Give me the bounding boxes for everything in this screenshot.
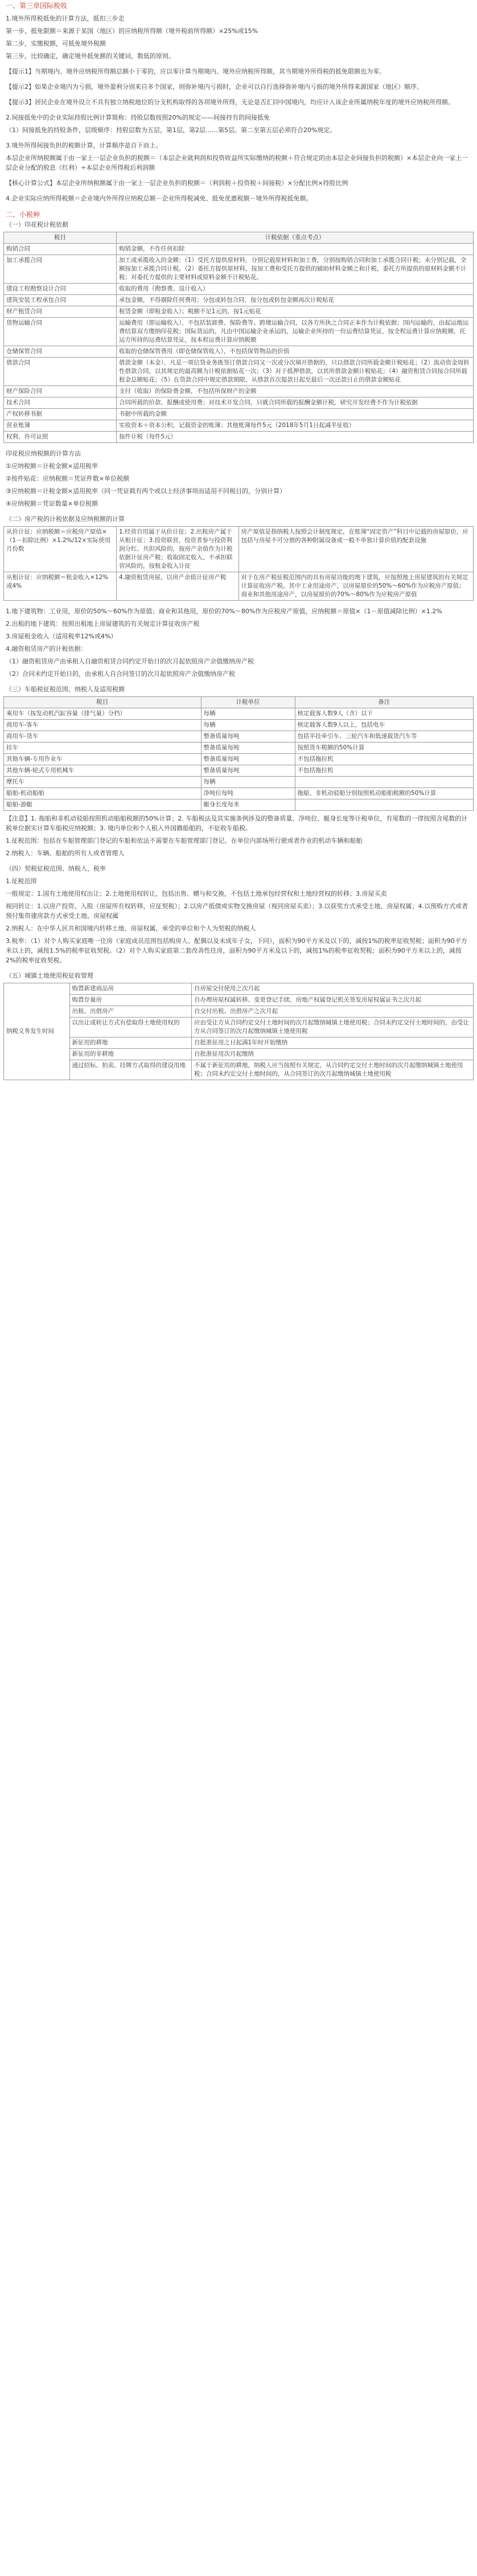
table-cell: 建筑安装工程承包合同 [4,295,117,306]
table-row [4,284,474,295]
table-cell: 整备质量每吨 [201,765,295,777]
table-row [4,777,474,788]
table-cell: 商用车-客车 [4,720,202,731]
table-cell [295,799,474,811]
table-cell: 营业账簿 [4,420,117,432]
text-line: ①应纳税额＝计税金额×适用税率 [6,462,98,470]
text-line: 3.境外所得间接负担的税额计算，计算顺序是自下而上。 [6,142,162,149]
table-cell: 借款合同 [4,358,117,386]
document-body [3,0,474,1080]
table-cell: 运输费用（即运输收入），不包括装卸费、保险费等。跨境运输合同，以各方所执之合同正本作为计税依据；国内运输的，由起运地运费结算双方缴纳印花税；国际货运的，凡由中国运输企业承运的，运输企业所持的一份运费结算凭证，按全程运费计算应纳税额，托运方所持的运费结算凭证，按本程运费计算应纳税额 [117,318,474,346]
section-title-intl-tax: 一、第三章国际税收 [6,2,68,10]
table-row [4,743,474,754]
table-cell: 净吨位每吨 [201,788,295,799]
table-row [4,1049,474,1060]
table-row [4,346,474,358]
tip-1: 【提示1】当期境内、境外应纳税所得额总额小于零的，应以零计算当期境内、境外应纳税所得额，其当期境外所得税的抵免限额也为零。 [6,68,385,75]
table-header: 计税依据（重点考点） [117,232,474,244]
subsection-title: （二）房产税的计税依据及应纳税额的计算 [6,515,125,523]
text-line: 1.境外所得税抵免的计算方法，抵扣三步走 [6,15,125,22]
table-row [4,572,474,601]
table-row [4,295,474,306]
tip-formula: 【核心计算公式】本层企业所纳税额属于由一家上一层企业负担的税额＝（利润税＋投资税＋间接税）×分配比例×持股比例 [6,179,348,187]
subsection-title: （三）车船税征税范围、纳税人及适用税额 [6,686,125,693]
table-row [4,306,474,318]
table-cell: 实收资本＋资本公积，记载资金的账簿；其他账簿每件5元（2018年5月1日起减半征收） [117,420,474,432]
table-cell: 购置新建商品房 [69,983,192,995]
table-cell: 购销金额，不作任何扣除 [117,244,474,255]
table-cell: 从价计征：应纳税额＝应税房产原值×（1－扣除比例）×1.2%/12×实际使用月份数 [4,527,117,572]
table-row [4,409,474,420]
table-row [4,358,474,386]
land-use-tax-table [3,983,474,1080]
text-line: （1）融资租赁房产由承租人自融资租赁合同约定开始日的次月起依照房产余值缴纳房产税 [6,658,254,665]
table-cell: 摩托车 [4,777,202,788]
table-cell: 自房屋交付使用之次月起 [192,983,474,995]
table-cell: 加工或承揽收入的金额：（1）受托方提供原材料，分别记载原材料和加工费，分别按购销合同和加工承揽合同计税；未分别记载，全额按加工承揽合同计税。（2）委托方提供原材料，按加工费和受托方提供的辅助材料金额之和计税，委托方所提供的原材料金额不计税；对委托方提供的主要材料或原料金额不计税贴花。 [117,255,474,284]
text-line: 1.地下建筑物：工业用，原价的50%～60%作为原值；商业和其他用，原价的70%～80%作为应税房产原值，应纳税额＝原值×（1－原值减除比例）×1.2% [6,608,442,615]
table-cell: 每辆 [201,777,295,788]
tip-2: 【提示2】如果企业境内为亏损，境外盈利分别来自多个国家，则弥补境内亏损时，企业可以自行选择弥补境内亏损的境外所得来源国家（地区）顺序。 [6,83,423,91]
table-row [4,731,474,743]
table-cell: 按照货车税额的50%计算 [295,743,474,754]
table-row [4,386,474,397]
table-cell: 其他车辆-轮式专用机械车 [4,765,202,777]
text-line: ②按件贴花：应纳税额＝凭证件数×单位税额 [6,475,130,482]
table-cell: 按件计税（每件5元） [117,432,474,443]
table-cell: 建设工程勘察设计合同 [4,284,117,295]
table-cell: 权利、许可证照 [4,432,117,443]
table-cell: 技术合同 [4,397,117,409]
text-line: 印花税应纳税额的计算方法 [6,450,81,457]
table-row [4,1060,474,1080]
table-cell: 不属于新征用的耕地，纳税人应当按照有关规定，从合同约定交付土地时间的次月起缴纳城镇土地使用税；合同未约定交付土地时间的，从合同签订的次月起缴纳城镇土地使用税 [192,1060,474,1080]
table-cell: 整备质量每吨 [201,731,295,743]
table-cell: 书据中所载的金额 [117,409,474,420]
table-row [4,255,474,284]
table-cell: 整备质量每吨 [201,743,295,754]
table-cell: 挂车 [4,743,202,754]
table-cell: 仓储保管合同 [4,346,117,358]
table-cell: 出租、出借房产 [69,1006,192,1018]
table-row [4,1018,474,1037]
text-line: 第三步，比较确定，确定境外抵免额的关键词，数低的原则。 [6,52,175,60]
table-cell: 货物运输合同 [4,318,117,346]
table-cell: 商用车-货车 [4,731,202,743]
table-row [4,432,474,443]
text-line: 一般规定：1.国有土地使用权出让；2.土地使用权转让，包括出售、赠与和交换，不包括土地承包经营权和土地经营权的转移；3.房屋买卖 [6,890,387,897]
subsection-title: （四）契税征税范围、纳税人、税率 [6,865,106,872]
table-cell: 自交付出租、出借房产之次月起 [192,1006,474,1018]
table-cell: 财产租赁合同 [4,306,117,318]
table-cell: 自批准征用次月起缴纳 [192,1049,474,1060]
table-header: 税目 [4,697,202,708]
table-cell: 承包金额，不得剔除任何费用；分包或转包合同，按分包或转包金额再次计税贴花 [117,295,474,306]
table-cell: 船舶-机动船舶 [4,788,202,799]
table-cell: 艇身长度每米 [201,799,295,811]
tip-3: 【提示3】居民企业在境外设立不具有独立纳税地位的分支机构取得的各项境外所得，无论是否汇回中国境内，均应计入该企业所属纳税年度的境外应纳税所得额。 [6,99,454,106]
table-row [4,244,474,255]
text-line: 2.间接抵免中的企业实际持股比例计算简称：持股层数按照20%的规定——间接持有的间接抵免 [6,114,270,121]
text-line: 2.纳税人：车辆、船舶的所有人或者管理人 [6,850,125,857]
table-cell: 房产原值是指纳税人按照会计制度规定，在账簿“固定资产”科目中记载的房屋原价，应包括与房屋不可分割的各种附属设备或一般不单独计算价值的配套设施 [238,527,474,572]
table-cell: 借款金额（本金），凡是一项信贷业务既签订借款合同又一次或分次填开借据的，只以借款合同所载金额计税贴花；（2）流动资金周转性借款合同，以其规定的最高额为计税依据贴花一次；（3）对于抵押借款，以其所借款金额计税贴花；（4）融资租赁合同按合同所载租金总额贴花；（5）在贷款合同中规定借款期限，从借款首次提款日起至最后一次还款日止的借款金额贴花 [117,358,474,386]
table-cell: 1.经营自用属于从价计征；2.出租房产属于从租计征；3.投资联营，投资者参与投资利润分红、共担风险的，按房产余值作为计税依据计征房产税；收取固定收入、不承担联营风险的，按租金收入计征 [117,527,239,572]
text-line: （1）间接抵免的持股条件，层级顺序：持股层数为五层，第1层，第2层……第5层。第二至第五层必须符合20%规定。 [6,126,336,134]
table-row [4,708,474,720]
text-line: ④应纳税额＝凭证数量×单位税额 [6,500,98,507]
table-cell: 应由受让方从合同约定交付土地时间的次月起缴纳城镇土地使用税；合同未约定交付土地时间的，由受让方从合同签订的次月起缴纳城镇土地使用税 [192,1018,474,1037]
table-cell: 租赁金额（即租金收入）；税额不足1元的，按1元贴花 [117,306,474,318]
table-cell: 拖船、非机动驳船分别按照机动船舶税额的50%计算 [295,788,474,799]
table-header: 备注 [295,697,474,708]
text-line: （2）合同未约定开始日的，由承租人自合同签订的次月起依照房产余值缴纳房产税 [6,670,235,678]
table-cell: 合同所载的价款、报酬或使用费；对技术开发合同，只就合同所载的报酬金额计税，研究开发经费不作为计税依据 [117,397,474,409]
subsection-title: （一）印花税计税依据 [6,221,68,228]
property-tax-table [3,526,474,601]
table-cell: 乘用车（按发动机汽缸容量（排气量）分档） [4,708,202,720]
table-cell: 整备质量每吨 [201,754,295,765]
table-cell: 对于在房产税征税范围内的具有房屋功能的地下建筑，应按照地上房屋建筑的有关规定计算征收房产税。其中工业用途房产，以房屋原价的50%～60%作为应税房产原值；商业和其他用途房产，以房屋原价的70%～80%作为应税房产原值 [238,572,474,601]
table-cell: 新征用的耕地 [69,1037,192,1049]
text-line: 第一步，抵免限额＝来源于某国（地区）的应纳税所得额（境外税前所得额）×25%或15% [6,27,258,35]
text-line: 第二步，实缴税额，可抵免境外税额 [6,40,106,47]
table-header: 税目 [4,232,117,244]
table-row [4,754,474,765]
text-line: 2.出租的地下建筑：按照出租地上房屋建筑的有关规定计算征收房产税 [6,620,200,627]
text-line: 4.企业实际应纳所得税额＝企业境内外所得应纳税总额－企业所得税减免、抵免优惠税额－境外所得税抵免额。 [6,195,312,202]
table-cell: 产权转移书据 [4,409,117,420]
stamp-tax-table [3,232,474,443]
table-row [4,995,474,1006]
table-row [4,1037,474,1049]
text-line: 2.纳税人：在中华人民共和国境内转移土地、房屋权属，承受的单位和个人为契税的纳税人 [6,925,256,932]
table-cell: 纳税义务发生时间 [4,983,70,1080]
text-line: 4.融资租赁房产的计税依据： [6,645,87,653]
table-row [4,318,474,346]
table-cell: 包括半挂牵引车、三轮汽车和低速载货汽车等 [295,731,474,743]
text-line: 3.房屋租金收入（适用税率12%或4%） [6,633,117,640]
table-cell: 加工承揽合同 [4,255,117,284]
table-row [4,397,474,409]
table-cell: 从租计征：应纳税额＝租金收入×12%或4% [4,572,117,601]
table-cell: 核定载客人数9人以上，包括电车 [295,720,474,731]
subsection-title: （五）城镇土地使用税征收管理 [6,972,93,979]
text-line: ③应纳税额＝计税金额×适用税率（同一凭证载有两个或以上经济事项而适用不同税目的，分别计算） [6,487,286,495]
table-cell: 收取的费用（勘察费、设计收入） [117,284,474,295]
table-cell: 收取的仓储保管费用（即仓储保管收入），不包括保管物品的价值 [117,346,474,358]
table-cell: 每辆 [201,708,295,720]
text-line: 1.征税范围：包括在车船管理部门登记的车船和依法不需要在车船管理部门登记、在单位内部场所行驶或者作业的机动车辆和船舶 [6,837,363,844]
table-row [4,799,474,811]
text-line: 本层企业所纳税额属于由一家上一层企业负担的税额＝（本层企业就利润和投资收益所实际缴纳的税额＋符合规定的由本层企业间接负担的税额）×本层企业向一家上一层企业分配的股息（红利）÷本层企业所得税后利润额 [6,154,468,171]
table-cell: 其他车辆-专用作业车 [4,754,202,765]
table-cell: 新征用的非耕地 [69,1049,192,1060]
table-cell: 每辆 [201,720,295,731]
note-line: 【注意】1. 拖船和非机动驳船按照机动船舶税额的50%计算；2. 车船税法及其实施条例涉及的整备质量、净吨位、艇身长度等计税单位，有尾数的一律按照含尾数的计税单位据实计算车船税应纳税额；3. 境内单位和个人租入外国籍船舶的，不征收车船税。 [6,815,468,832]
table-cell: 财产保险合同 [4,386,117,397]
table-cell [295,777,474,788]
table-row [4,1006,474,1018]
table-row [4,420,474,432]
table-cell: 4.融资租赁房屋，以房产余值计征房产税 [117,572,239,601]
table-cell: 核定载客人数9人（含）以下 [295,708,474,720]
table-cell: 以出让或转让方式有偿取得土地使用权的 [69,1018,192,1037]
table-row [4,527,474,572]
table-cell: 通过招标、拍卖、挂牌方式取得的建设用地 [69,1060,192,1080]
table-cell: 购销合同 [4,244,117,255]
table-cell: 购置存量房 [69,995,192,1006]
table-cell: 自办理房屋权属转移、变更登记手续，房地产权属登记机关签发房屋权属证书之次月起 [192,995,474,1006]
table-header: 计税单位 [201,697,295,708]
table-row [4,788,474,799]
table-row [4,720,474,731]
table-cell: 船舶-游艇 [4,799,202,811]
table-cell: 不包括拖拉机 [295,754,474,765]
vehicle-tax-table [3,696,474,811]
table-cell: 支付（收取）的保险费金额，不包括所保财产的金额 [117,386,474,397]
table-cell: 不包括拖拉机 [295,765,474,777]
table-row [4,765,474,777]
table-row [4,983,474,995]
text-line: 3.税率：（1）对个人购买家庭唯一住房（家庭成员范围包括购房人、配偶以及未成年子女，下同），面积为90平方米及以下的，减按1%的税率征收契税；面积为90平方米以上的，减按1.5%的税率征收契税。（2）对个人购买家庭第二套改善性住房，面积为90平方米及以下的，减按1%的税率征收契税；面积为90平方米以上的，减按2%的税率征收契税。 [6,937,467,964]
text-line: 视同转让：1.以房产投资、入股（房屋所有权转移，应征契税）；2.以房产抵债或实物交换房屋（视同房屋买卖）；3.以获奖方式承受土地、房屋权属；4.以预购方式或者预付集资建房款方式承受土地、房屋权属 [6,903,468,920]
text-line: 1.征税范围 [6,877,37,885]
table-cell: 自批准征用之日起满1年时开始缴纳 [192,1037,474,1049]
section-title-small-taxes: 二、小税种 [6,211,40,219]
